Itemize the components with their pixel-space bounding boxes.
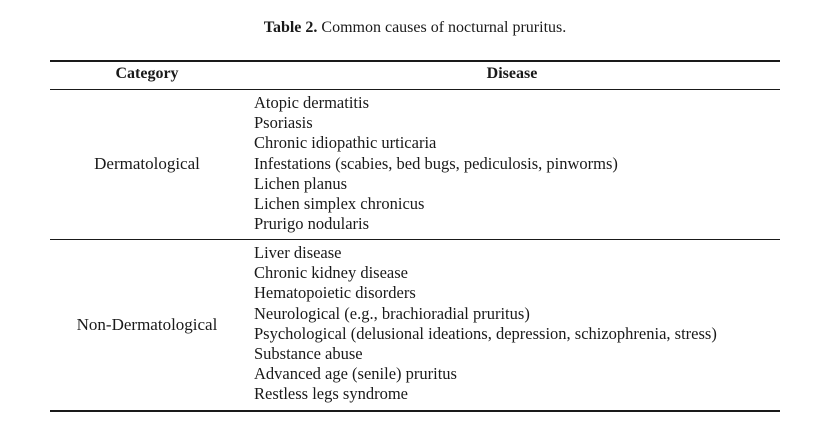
disease-item: Neurological (e.g., brachioradial pruritus) — [254, 303, 530, 323]
table-top-rule — [50, 60, 780, 62]
disease-item: Liver disease — [254, 243, 342, 262]
table-row-group — [50, 93, 780, 235]
disease-item: Psoriasis — [254, 113, 313, 133]
disease-list — [254, 243, 717, 405]
disease-item: Prurigo nodularis — [254, 214, 370, 234]
header-rule — [50, 89, 780, 90]
table-row-group — [50, 243, 780, 406]
disease-item: Hematopoietic disorders — [254, 283, 416, 303]
disease-item: Advanced age (senile) pruritus — [254, 364, 457, 384]
table-bottom-rule — [50, 410, 780, 412]
disease-item: Chronic idiopathic urticaria — [254, 133, 437, 153]
table-caption-text: Common causes of nocturnal pruritus. — [317, 19, 567, 36]
disease-item: Psychological (delusional ideations, depression, schizophrenia, stress) — [254, 323, 717, 343]
disease-list — [254, 93, 618, 234]
group-separator-rule — [50, 239, 780, 240]
table-caption-label: Table 2. — [263, 19, 318, 36]
column-header-disease: Disease — [486, 65, 538, 82]
category-cell: Non-Dermatological — [76, 314, 218, 334]
disease-item: Restless legs syndrome — [254, 384, 408, 404]
column-header-category: Category — [115, 65, 179, 82]
disease-item: Chronic kidney disease — [254, 263, 408, 283]
disease-item: Atopic dermatitis — [254, 93, 370, 112]
disease-item: Lichen planus — [254, 173, 348, 193]
disease-item: Lichen simplex chronicus — [254, 194, 425, 214]
disease-item: Infestations (scabies, bed bugs, pediculosis, pinworms) — [254, 153, 618, 173]
category-cell: Dermatological — [94, 154, 200, 173]
disease-item: Substance abuse — [254, 344, 363, 364]
table-caption — [0, 18, 830, 38]
